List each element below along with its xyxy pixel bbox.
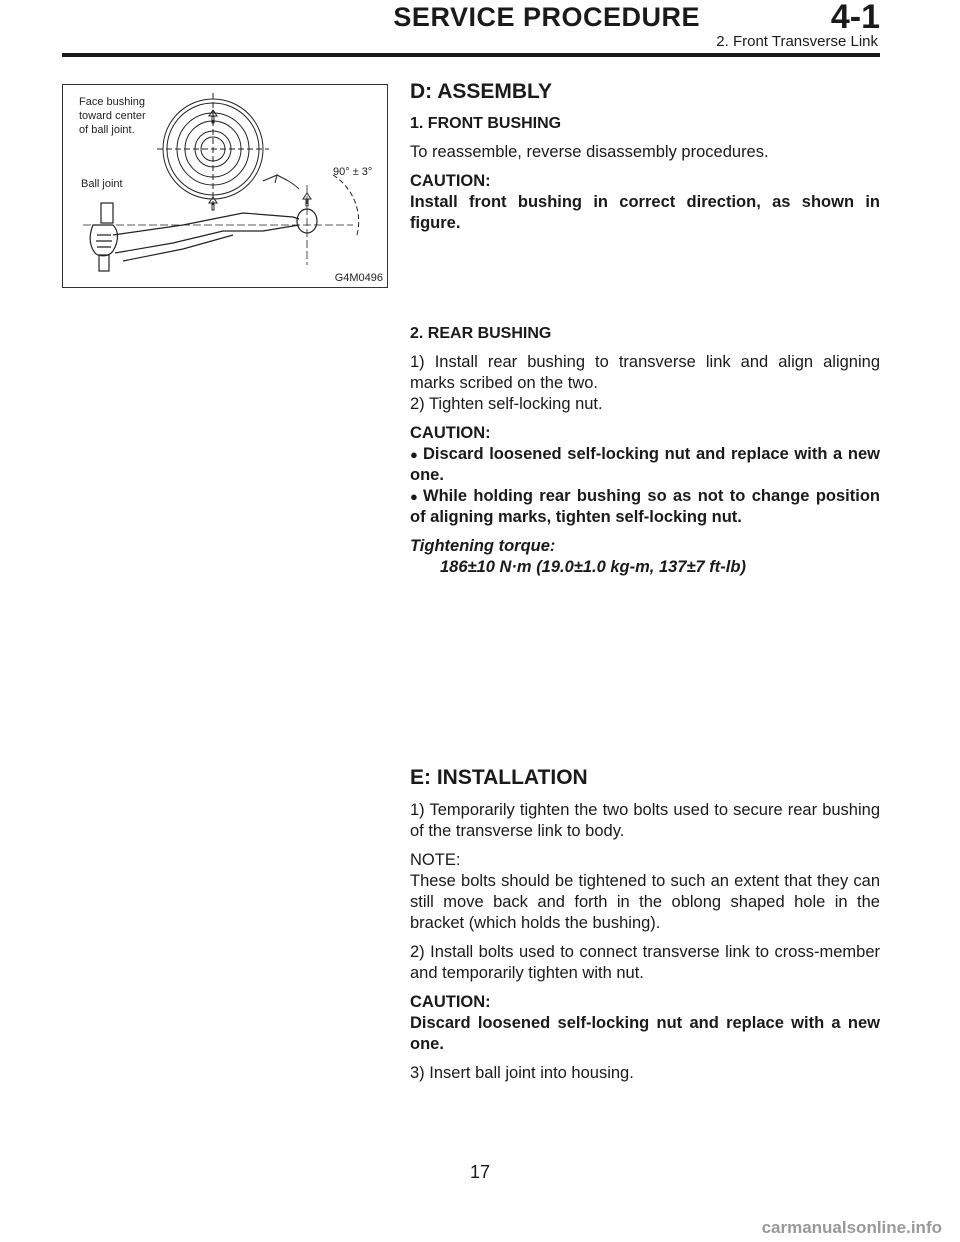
installation-step-1: 1) Temporarily tighten the two bolts used to secure rear bushing of the transverse link to body. [410,801,880,840]
rear-step-1: 1) Install rear bushing to transverse link and align aligning marks scribed on the two. [410,353,880,392]
installation-heading: E: INSTALLATION [410,766,588,789]
angle-arc [263,175,359,235]
page-header [0,0,960,60]
rear-caution-item-1: ● Discard loosened self-locking nut and replace with a new one. [410,445,880,484]
figure-label-ball-joint: Ball joint [81,178,123,190]
main-content [410,78,880,1092]
installation-step-3: 3) Insert ball joint into housing. [410,1064,634,1082]
header-section-number: 4-1 [830,0,880,36]
rear-caution-item-2: ● While holding rear bushing so as not to change position of aligning marks, tighten self-locking nut. [410,487,880,526]
rear-caution-label: CAUTION: [410,424,491,442]
installation-note-label: NOTE: [410,851,461,869]
front-bushing-text: To reassemble, reverse disassembly procedures. [410,143,769,161]
header-subtitle: 2. Front Transverse Link [716,33,878,50]
bushing-figure [62,84,388,288]
installation-step-2: 2) Install bolts used to connect transverse link to cross-member and temporarily tighten with nut. [410,943,880,982]
rear-bushing-heading: 2. REAR BUSHING [410,325,552,342]
bullet-icon: ● [410,447,418,462]
front-caution-label: CAUTION: [410,172,491,190]
ball-joint-drawing [90,203,117,271]
installation-caution-label: CAUTION: [410,993,491,1011]
rear-step-2: 2) Tighten self-locking nut. [410,395,603,413]
direction-arrows [209,110,311,210]
front-caution-text: Install front bushing in correct direction, as shown in figure. [410,193,880,232]
installation-note-text: These bolts should be tightened to such an extent that they can still move back and forth in the oblong shaped hole in the bracket (which holds the bushing). [410,872,880,932]
torque-value: 186±10 N·m (19.0±1.0 kg-m, 137±7 ft-lb) [440,558,746,576]
figure-code: G4M0496 [334,272,383,284]
installation-caution-text: Discard loosened self-locking nut and replace with a new one. [410,1014,880,1053]
page-number: 17 [469,1162,491,1182]
header-rule [62,53,880,57]
header-title: SERVICE PROCEDURE [393,2,700,32]
bullet-icon: ● [410,489,418,504]
torque-label: Tightening torque: [410,537,556,555]
assembly-heading: D: ASSEMBLY [410,80,552,103]
watermark: carmanualsonline.info [761,1218,942,1237]
figure-label-angle: 90° ± 3° [333,166,373,178]
front-bushing-heading: 1. FRONT BUSHING [410,115,562,132]
figure-label-face-bushing: Face bushing toward center of ball joint. [79,96,146,136]
transverse-link-drawing [83,185,353,265]
